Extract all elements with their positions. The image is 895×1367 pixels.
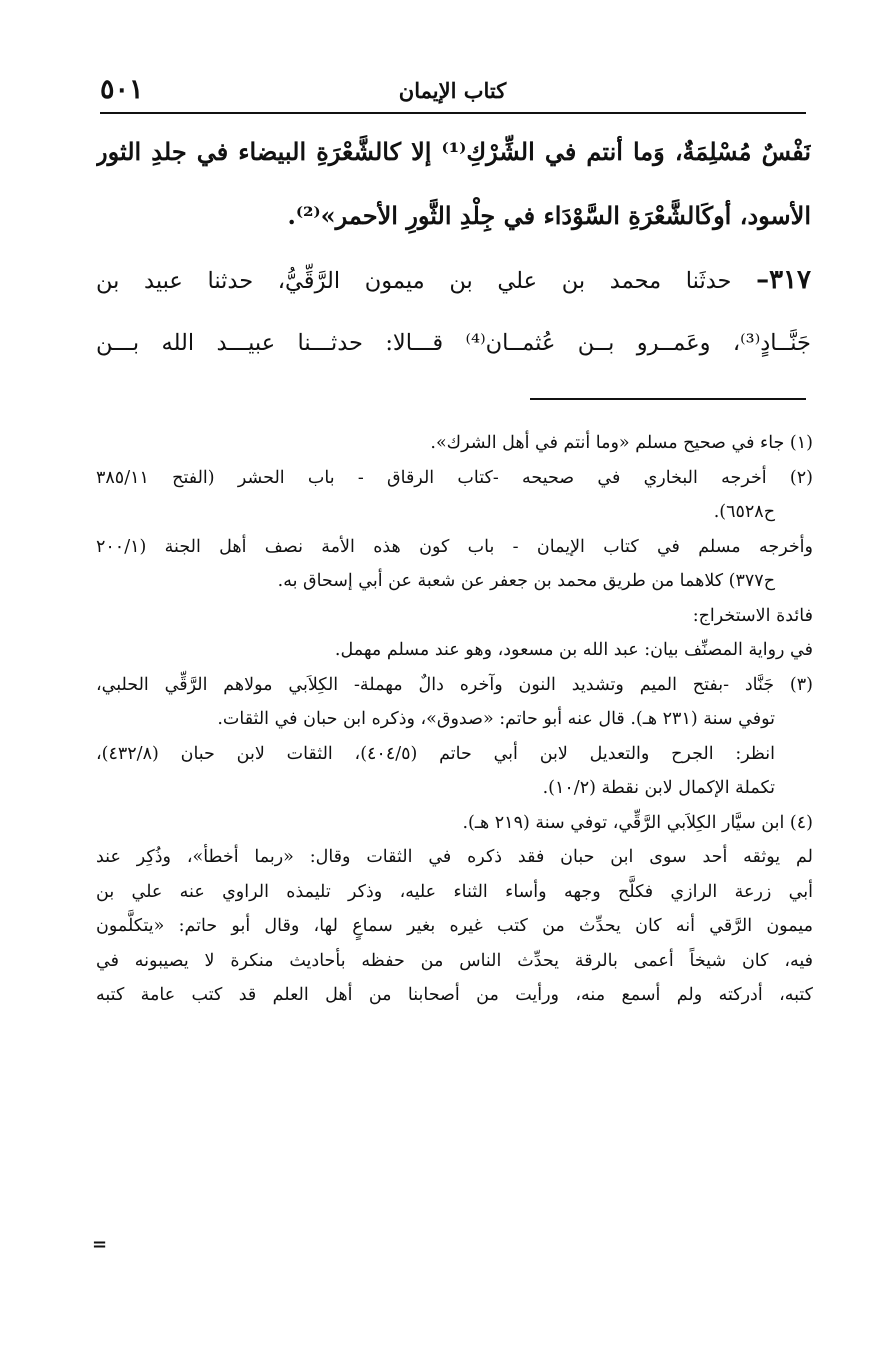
narration-line-1-text: حدثَنا محمد بن علي بن ميمون الرَّقِّيُّ، حدثنا عبيد بن (96, 268, 732, 294)
footnote-line: (٤) ابن سيَّار الكِلاَبي الرَّقِّي، توفي سنة (٢١٩ هـ). (462, 812, 813, 833)
narration-line-1 (96, 250, 811, 311)
footnote-line: فيه، كان شيخاً أعمى بالرقة يحدِّث الناس من حفظه بأحاديث منكرة لا يصيبونه في (96, 950, 813, 971)
hadith-line-1: نَفْسٌ مُسْلِمَةٌ، وَما أنتم في الشِّرْكِ⁽¹⁾ إلا كالشَّعْرَةِ البيضاء في جلدِ الثور (96, 137, 811, 166)
main-text (96, 120, 811, 374)
page-number: ٥٠١ (100, 74, 144, 105)
footnote-line: (١) جاء في صحيح مسلم «وما أنتم في أهل الشرك». (430, 433, 813, 453)
hadith-line-2: الأسود، أوكَالشَّعْرَةِ السَّوْدَاء في جِلْدِ الثَّورِ الأحمر»⁽²⁾. (287, 201, 811, 230)
footnote-line: (٣) جَنَّاد -بفتح الميم وتشديد النون وآخره دالٌ مهملة- الكِلاَبي مولاهم الرَّقِّي الحلبي، (96, 674, 813, 695)
footnote-line: توفي سنة (٢٣١ هـ). قال عنه أبو حاتم: «صدوق»، وذكره ابن حبان في الثقات. (217, 709, 775, 729)
footnote-line: ح٣٧٧) كلاهما من طريق محمد بن جعفر عن شعبة عن أبي إسحاق به. (277, 571, 775, 591)
running-title: كتاب الإيمان (398, 78, 507, 103)
footnote-line: لم يوثقه أحد سوى ابن حبان فقد ذكره في الثقات وقال: «ربما أخطأ»، وذُكِر عند (96, 847, 813, 867)
footnote-line: فائدة الاستخراج: (692, 605, 813, 626)
footnote-line: تكملة الإكمال لابن نقطة (١٠/٢). (542, 778, 775, 798)
hadith-number: ٣١٧– (756, 265, 811, 295)
footnote-line: في رواية المصنِّف بيان: عبد الله بن مسعود، وهو عند مسلم مهمل. (334, 640, 813, 660)
footnote-divider (530, 398, 806, 400)
footnote-line: ميمون الرَّقي أنه كان يحدِّث من كتب غيره بغير سماعٍ لها، وقال أبو حاتم: «يتكلَّمون (96, 916, 813, 936)
continuation-mark: = (92, 1234, 108, 1255)
footnote-line: (٢) أخرجه البخاري في صحيحه -كتاب الرقاق - باب الحشر (الفتح ٣٨٥/١١ (96, 467, 813, 488)
footnote-line: أبي زرعة الرازي فكلَّح وجهه وأساء الثناء عليه، وذكر تليمذه الراوي عنه علي بن (96, 881, 813, 902)
page-header (100, 74, 805, 114)
footnote-line: انظر: الجرح والتعديل لابن أبي حاتم (٤٠٤/٥)، الثقات لابن حبان (٤٣٢/٨)، (96, 743, 775, 764)
footnote-line: كتبه، أدركته ولم أسمع منه، ورأيت من أصحابنا من أهل العلم قد كتب عامة كتبه (96, 985, 813, 1005)
footnotes (96, 426, 813, 1013)
narration-line-2: جَنَّــادٍ⁽³⁾، وعَمــرو بــن عُثمــان⁽⁴⁾ قـــالا: حدثـــنا عبيـــد الله بـــن (96, 330, 811, 356)
footnote-line: ح٦٥٢٨). (713, 502, 775, 522)
footnote-line: وأخرجه مسلم في كتاب الإيمان - باب كون هذه الأمة نصف أهل الجنة (٢٠٠/١ (96, 536, 813, 557)
header-divider (100, 112, 806, 114)
